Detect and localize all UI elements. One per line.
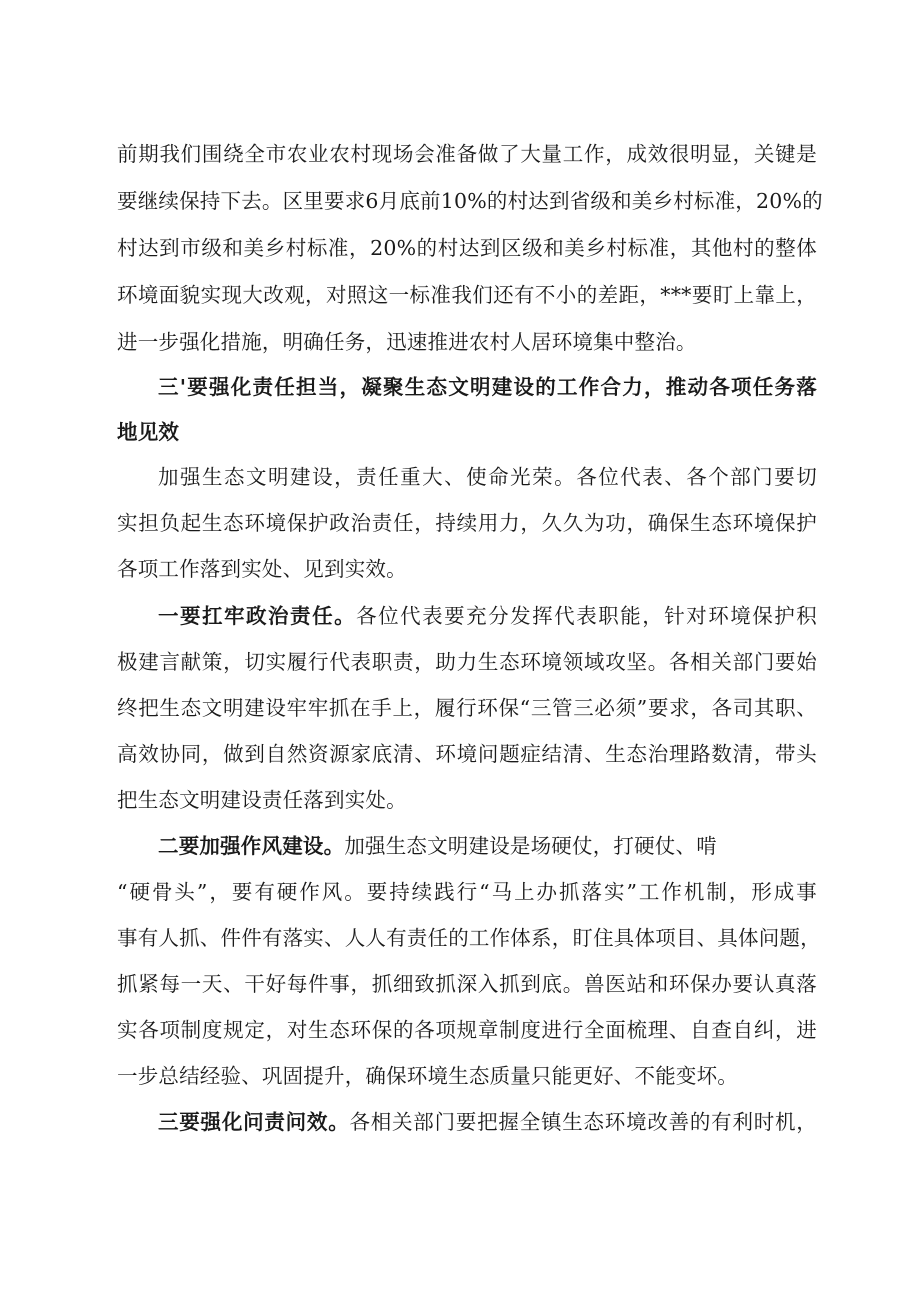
paragraph-5-line-1 [158, 1099, 817, 1145]
section-heading-line-1: 三'要强化责任担当，凝聚生态文明建设的工作合力，推动各项任务落 [158, 375, 817, 399]
paragraph-3-line-1 [158, 593, 817, 639]
paragraph-3-lead: 一要扛牢政治责任。 [158, 604, 357, 628]
paragraph-4-line-2: “硬骨头”，要有硬作风。要持续践行“马上办抓落实”工作机制，形成事 [117, 880, 817, 904]
paragraph-5-lead: 三要强化问责问效。 [158, 1110, 350, 1134]
paragraph-3-line-3: 终把生态文明建设牢牢抓在手上，履行环保“三管三必须”要求，各司其职、 [117, 696, 817, 720]
paragraph-1-line-4: 环境面貌实现大改观，对照这一标准我们还有不小的差距，***要盯上靠上， [117, 283, 817, 307]
paragraph-3-line-5: 把生态文明建设责任落到实处。 [117, 788, 407, 812]
paragraph-1-line-2: 要继续保持下去。区里要求6月底前10%的村达到省级和美乡村标准，20%的 [117, 189, 823, 213]
paragraph-4-line-1 [158, 823, 817, 869]
paragraph-4-line-6: 一步总结经验、巩固提升，确保环境生态质量只能更好、不能变坏。 [117, 1064, 738, 1088]
paragraph-5-first-rest: 各相关部门要把握全镇生态环境改善的有利时机， [349, 1110, 817, 1134]
paragraph-1-line-5: 进一步强化措施，明确任务，迅速推进农村人居环境集中整治。 [117, 330, 697, 354]
paragraph-4-line-3: 事有人抓、件件有落实、人人有责任的工作体系，盯住具体项目、具体问题， [117, 926, 821, 950]
paragraph-4-line-5: 实各项制度规定，对生态环保的各项规章制度进行全面梳理、自查自纠，进 [117, 1018, 817, 1042]
paragraph-3-line-4: 高效协同，做到自然资源家底清、环境问题症结清、生态治理路数清，带头 [117, 742, 817, 766]
paragraph-4-lead: 二要加强作风建设。 [158, 834, 345, 858]
paragraph-1-line-3: 村达到市级和美乡村标准，20%的村达到区级和美乡村标准，其他村的整体 [117, 236, 817, 260]
paragraph-2-line-2: 实担负起生态环境保护政治责任，持续用力，久久为功，确保生态环境保护 [117, 511, 817, 535]
paragraph-2-line-3: 各项工作落到实处、见到实效。 [117, 557, 407, 581]
paragraph-2-line-1: 加强生态文明建设，责任重大、使命光荣。各位代表、各个部门要切 [158, 465, 817, 489]
section-heading-line-2: 地见效 [117, 420, 180, 444]
paragraph-3-first-rest: 各位代表要充分发挥代表职能，针对环境保护积 [356, 604, 817, 628]
paragraph-4-line-4: 抓紧每一天、干好每件事，抓细致抓深入抓到底。兽医站和环保办要认真落 [117, 972, 817, 996]
paragraph-4-first-rest: 加强生态文明建设是场硬仗，打硬仗、啃 [344, 834, 717, 858]
paragraph-3-line-2: 极建言献策，切实履行代表职责，助力生态环境领域攻坚。各相关部门要始 [117, 650, 817, 674]
paragraph-1-line-1: 前期我们围绕全市农业农村现场会准备做了大量工作，成效很明显，关键是 [117, 142, 817, 166]
